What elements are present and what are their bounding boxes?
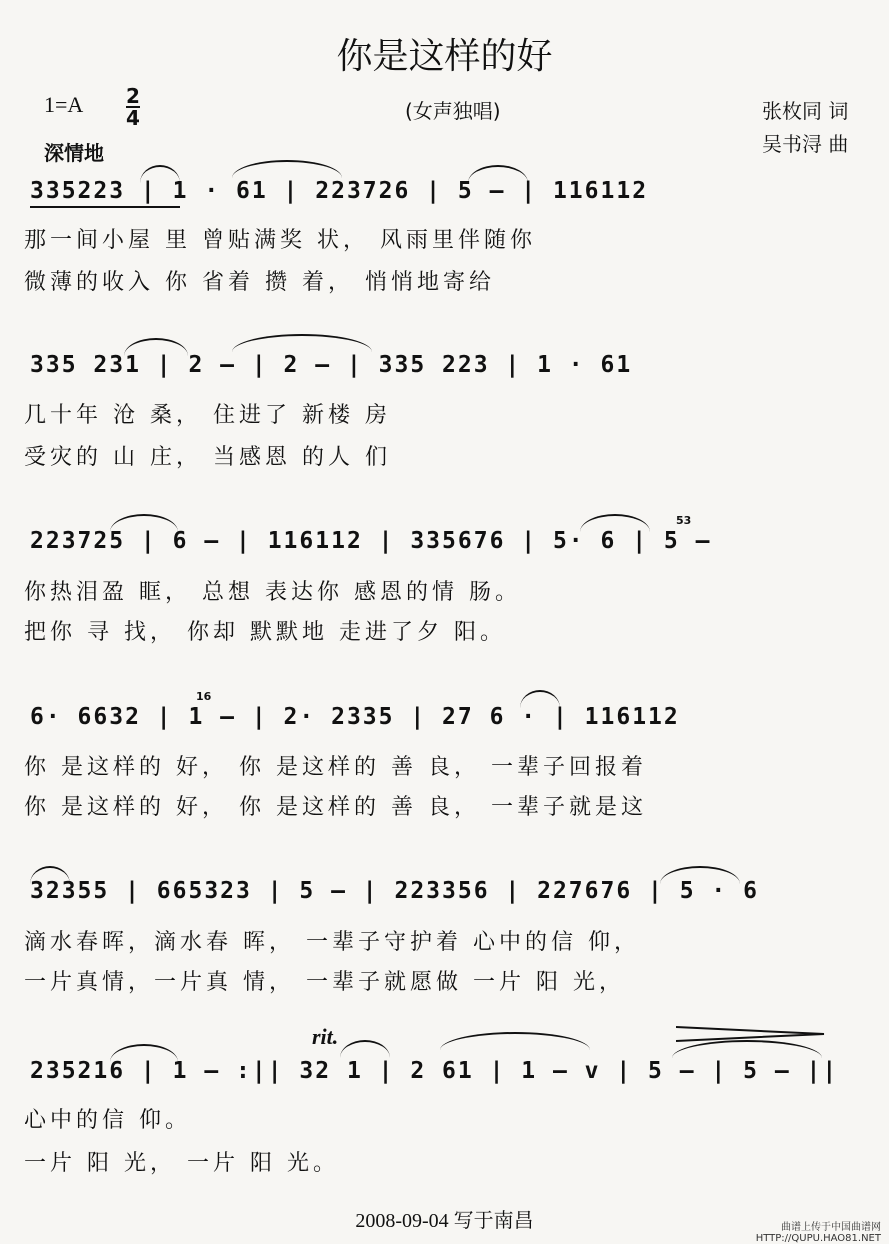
time-sig-bottom: 4 [126, 106, 140, 130]
diminuendo-hairpin [676, 1024, 826, 1044]
lyrics-5-verse-2: 一片真情，一片真 情， 一辈子就愿做 一片 阳 光， [24, 970, 625, 995]
slur [340, 1040, 390, 1058]
notes-line-3: 223725 | 6 – | 116112 | 335676 | 5· 6 | 5 – [30, 528, 712, 554]
notes-line-6: 235216 | 1 – :|| 32 1 | 2 61 | 1 – v | 5 – | 5 – || [30, 1058, 839, 1084]
footer-date: 2008-09-04 写于南昌 [355, 1210, 534, 1232]
grace-note: 53 [676, 514, 692, 527]
lyrics-4-verse-2: 你 是这样的 好， 你 是这样的 善 良， 一辈子就是这 [24, 795, 647, 820]
slur [110, 514, 178, 532]
expression-mark: 深情地 [44, 141, 104, 165]
performance-note: (女声独唱) [405, 99, 501, 123]
notes-line-2: 335 231 | 2 – | 2 – | 335 223 | 1 · 61 [30, 352, 633, 378]
lyrics-2-verse-2: 受灾的 山 庄， 当感恩 的人 们 [24, 445, 391, 470]
grace-note: 16 [196, 690, 212, 703]
notes-line-4: 6· 6632 | 1 – | 2· 2335 | 27 6 · | 116112 [30, 704, 680, 730]
lyrics-1-verse-2: 微薄的收入 你 省着 攒 着， 悄悄地寄给 [24, 270, 495, 295]
watermark [756, 1222, 881, 1244]
slur [124, 338, 188, 356]
watermark-line-1: 曲谱上传于中国曲谱网 [781, 1222, 881, 1233]
watermark-line-2: HTTP://QUPU.HAO81.NET [755, 1233, 881, 1244]
page-title: 你是这样的好 [336, 36, 553, 77]
slur [30, 866, 70, 884]
time-signature [126, 86, 140, 128]
lyrics-4-verse-1: 你 是这样的 好， 你 是这样的 善 良， 一辈子回报着 [24, 755, 647, 780]
time-sig-top: 2 [126, 84, 140, 108]
tie [232, 334, 372, 352]
lyrics-6-verse-1: 心中的信 仰。 [24, 1108, 191, 1133]
tie [232, 160, 342, 178]
slur [580, 514, 650, 532]
notes-line-1: 335223 | 1 · 61 | 223726 | 5 – | 116112 [30, 178, 649, 204]
notes-line-5: 32355 | 665323 | 5 – | 223356 | 227676 | 5 · 6 [30, 878, 759, 904]
ritardando-mark: rit. [312, 1024, 339, 1049]
slur [520, 690, 560, 708]
lyricist-credit: 张枚同 词 [762, 99, 849, 123]
composer-credit: 吴书浔 曲 [762, 132, 849, 156]
slur [110, 1044, 178, 1062]
lyrics-3-verse-2: 把你 寻 找， 你却 默默地 走进了夕 阳。 [24, 620, 506, 645]
lyrics-2-verse-1: 几十年 沧 桑， 住进了 新楼 房 [24, 403, 391, 428]
slur [660, 866, 740, 884]
key-signature: 1=A [44, 92, 84, 117]
lyrics-5-verse-1: 滴水春晖，滴水春 晖， 一辈子守护着 心中的信 仰， [24, 930, 640, 955]
underline [30, 206, 180, 208]
lyrics-1-verse-1: 那一间小屋 里 曾贴满奖 状， 风雨里伴随你 [24, 228, 536, 253]
tie [440, 1032, 590, 1050]
slur [140, 165, 180, 183]
lyrics-3-verse-1: 你热泪盈 眶， 总想 表达你 感恩的情 肠。 [24, 580, 521, 605]
slur [468, 165, 528, 183]
lyrics-6-verse-2: 一片 阳 光， 一片 阳 光。 [24, 1151, 339, 1176]
